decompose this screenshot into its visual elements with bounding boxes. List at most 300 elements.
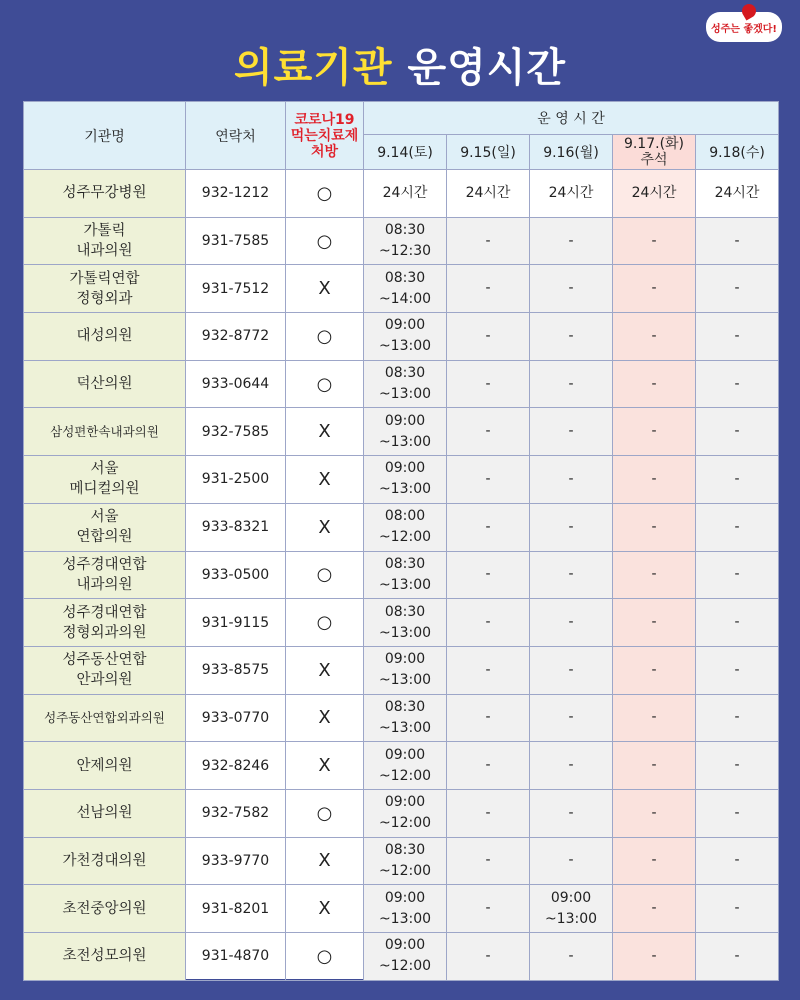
header-date-0914: 9.14(토) [364,135,447,170]
hours-cell-d4 [613,217,696,265]
table-row [24,885,779,933]
hours-cell-d1 [364,170,447,218]
phone-number: 932-1212 [186,170,286,218]
hours-cell-d3 [530,265,613,313]
header-date-0917-holiday [613,135,696,170]
table-row [24,551,779,599]
covid-prescription-mark: ○ [286,551,364,599]
cell-line: 08:30 [384,698,426,715]
hours-cell-d2 [447,408,530,456]
page-title-highlight: 의료기관 [233,45,393,91]
phone-number: 933-0770 [186,694,286,742]
cell-line: ~13:00 [544,910,598,927]
hours-cell-d1 [364,408,447,456]
cell-line: - [734,947,740,964]
table-row [24,933,779,981]
cell-line: - [485,327,491,344]
cell-line: 대성의원 [76,328,133,345]
hours-cell-d2 [447,646,530,694]
facility-name [24,408,186,456]
cell-line: 09:00 [550,889,592,906]
cell-line: ~13:00 [378,386,432,403]
cell-line: - [651,280,657,297]
cell-line: ~13:00 [378,719,432,736]
cell-line: - [651,375,657,392]
hours-cell-d5 [696,599,779,647]
cell-line: 08:30 [384,269,426,286]
hours-cell-d1 [364,313,447,361]
header-date-0915: 9.15(일) [447,135,530,170]
phone-number: 931-7512 [186,265,286,313]
cell-line: - [651,232,657,249]
cell-line: - [568,470,574,487]
hours-cell-d2 [447,885,530,933]
cell-line: ~13:00 [378,576,432,593]
cell-line: - [651,423,657,440]
phone-number: 931-4870 [186,933,286,981]
cell-line: 성주동산연합 [62,652,147,669]
header-covid-line: 코로나19 [294,111,355,128]
hours-cell-d4 [613,313,696,361]
covid-prescription-mark: X [286,456,364,504]
cell-line: - [568,804,574,821]
cell-line: 09:00 [384,651,426,668]
hours-cell-d4 [613,170,696,218]
hours-cell-d5 [696,408,779,456]
cell-line: 내과의원 [76,576,133,593]
phone-number: 933-0500 [186,551,286,599]
cell-line: ~13:00 [378,672,432,689]
header-covid-line: 처방 [310,143,339,160]
cell-line: - [651,327,657,344]
cell-line: ~12:00 [378,862,432,879]
cell-line: - [734,470,740,487]
facility-name [24,742,186,790]
covid-prescription-mark: X [286,885,364,933]
header-date-label: 9.17.(화) [623,136,685,152]
facility-name [24,313,186,361]
hours-cell-d1 [364,837,447,885]
table-row [24,360,779,408]
cell-line: 삼성편한속내과의원 [50,423,159,439]
cell-line: - [485,900,491,917]
hours-cell-d4 [613,694,696,742]
hours-cell-d3 [530,313,613,361]
cell-line: - [734,900,740,917]
facility-name [24,170,186,218]
cell-line: - [734,327,740,344]
hours-cell-d1 [364,265,447,313]
hours-cell-d3 [530,408,613,456]
cell-line: - [485,757,491,774]
facility-name [24,694,186,742]
hours-cell-d2 [447,313,530,361]
cell-line: - [651,566,657,583]
cell-line: - [568,280,574,297]
header-covid-line: 먹는치료제 [290,127,359,144]
cell-line: - [651,757,657,774]
cell-line: 09:00 [384,889,426,906]
hours-cell-d1 [364,599,447,647]
header-date-0916: 9.16(월) [530,135,613,170]
cell-line: - [568,661,574,678]
header-holiday-label: 추석 [640,152,668,168]
hours-cell-d2 [447,170,530,218]
cell-line: 정형외과의원 [62,624,147,641]
cell-line: - [568,852,574,869]
cell-line: - [734,709,740,726]
cell-line: ~12:30 [378,243,432,260]
cell-line: ~13:00 [378,624,432,641]
cell-line: - [651,900,657,917]
covid-prescription-mark: X [286,503,364,551]
phone-number: 933-8575 [186,646,286,694]
phone-number: 932-7585 [186,408,286,456]
page-title [0,36,800,93]
phone-number: 931-2500 [186,456,286,504]
cell-line: - [485,375,491,392]
hours-cell-d5 [696,503,779,551]
hours-cell-d4 [613,837,696,885]
phone-number: 932-8246 [186,742,286,790]
cell-line: - [485,518,491,535]
cell-line: - [485,232,491,249]
cell-line: 성주동산연합외과의원 [44,709,165,725]
cell-line: - [568,709,574,726]
cell-line: - [568,518,574,535]
cell-line: 성주경대연합 [62,604,147,621]
cell-line: - [651,518,657,535]
phone-number: 933-0644 [186,360,286,408]
hours-cell-d3 [530,599,613,647]
cell-line: 메디컬의원 [69,481,140,498]
cell-line: ~12:00 [378,815,432,832]
cell-line: - [734,852,740,869]
hours-cell-d2 [447,789,530,837]
hours-cell-d5 [696,217,779,265]
hours-cell-d2 [447,933,530,981]
covid-prescription-mark: ○ [286,170,364,218]
covid-prescription-mark: ○ [286,789,364,837]
hours-cell-d2 [447,694,530,742]
cell-line: - [568,757,574,774]
cell-line: 24시간 [465,184,511,201]
cell-line: - [568,566,574,583]
cell-line: - [734,614,740,631]
cell-line: 09:00 [384,317,426,334]
facility-name [24,456,186,504]
hours-cell-d4 [613,503,696,551]
cell-line: 초전중앙의원 [62,900,147,917]
facility-name [24,599,186,647]
cell-line: 정형외과 [76,290,133,307]
phone-number: 932-8772 [186,313,286,361]
hours-cell-d3 [530,360,613,408]
hours-cell-d5 [696,694,779,742]
table-row [24,408,779,456]
cell-line: - [651,709,657,726]
covid-prescription-mark: X [286,837,364,885]
cell-line: 내과의원 [76,243,133,260]
cell-line: ~13:00 [378,910,432,927]
cell-line: - [651,852,657,869]
hours-cell-d3 [530,217,613,265]
hours-cell-d3 [530,551,613,599]
cell-line: 09:00 [384,794,426,811]
facility-name [24,217,186,265]
cell-line: 안제의원 [76,757,133,774]
covid-prescription-mark: ○ [286,313,364,361]
hours-cell-d1 [364,933,447,981]
cell-line: - [734,566,740,583]
hours-cell-d3 [530,170,613,218]
cell-line: - [485,614,491,631]
hours-cell-d5 [696,885,779,933]
cell-line: - [485,661,491,678]
hours-cell-d1 [364,456,447,504]
cell-line: 선남의원 [76,805,133,822]
cell-line: - [651,804,657,821]
cell-line: ~12:00 [378,767,432,784]
cell-line: 성주경대연합 [62,556,147,573]
cell-line: 덕산의원 [76,376,133,393]
hours-cell-d5 [696,646,779,694]
covid-prescription-mark: X [286,646,364,694]
hours-cell-d5 [696,837,779,885]
hours-cell-d4 [613,408,696,456]
hours-cell-d4 [613,933,696,981]
cell-line: - [485,566,491,583]
cell-line: 가톨릭 [83,223,126,240]
cell-line: 08:30 [384,365,426,382]
hours-cell-d1 [364,694,447,742]
cell-line: - [485,280,491,297]
hours-cell-d3 [530,456,613,504]
cell-line: - [568,327,574,344]
header-date-0918: 9.18(수) [696,135,779,170]
facility-name [24,360,186,408]
covid-prescription-mark: ○ [286,217,364,265]
covid-prescription-mark: X [286,694,364,742]
hours-cell-d3 [530,789,613,837]
phone-number: 933-9770 [186,837,286,885]
hours-cell-d5 [696,360,779,408]
table-row [24,694,779,742]
hours-cell-d3 [530,933,613,981]
cell-line: ~13:00 [378,338,432,355]
covid-prescription-mark: X [286,408,364,456]
hours-cell-d3 [530,694,613,742]
covid-prescription-mark: X [286,742,364,790]
cell-line: - [485,852,491,869]
hours-cell-d4 [613,789,696,837]
cell-line: ~12:00 [378,958,432,975]
cell-line: ~14:00 [378,290,432,307]
cell-line: 24시간 [382,184,428,201]
cell-line: - [734,232,740,249]
covid-prescription-mark: ○ [286,933,364,981]
header-covid-prescription [286,102,364,170]
hours-cell-d2 [447,360,530,408]
hours-cell-d3 [530,503,613,551]
hours-cell-d4 [613,599,696,647]
phone-number: 931-7585 [186,217,286,265]
phone-number: 931-8201 [186,885,286,933]
cell-line: - [734,661,740,678]
hours-cell-d3 [530,646,613,694]
hours-cell-d5 [696,789,779,837]
hours-cell-d3 [530,837,613,885]
phone-number: 932-7582 [186,789,286,837]
cell-line: - [734,518,740,535]
cell-line: 가톨릭연합 [69,270,140,287]
cell-line: 08:30 [384,841,426,858]
cell-line: - [485,709,491,726]
table-row [24,742,779,790]
brand-logo-text: 성주는 좋겠다! [710,23,777,35]
cell-line: 24시간 [714,184,760,201]
cell-line: 초전성모의원 [62,948,147,965]
hours-cell-d1 [364,217,447,265]
cell-line: 09:00 [384,412,426,429]
cell-line: 08:30 [384,603,426,620]
cell-line: - [734,280,740,297]
cell-line: - [568,614,574,631]
cell-line: - [485,804,491,821]
page-title-rest: 운영시간 [407,45,567,91]
cell-line: - [734,423,740,440]
table-row [24,313,779,361]
cell-line: - [734,375,740,392]
cell-line: - [651,947,657,964]
hours-cell-d5 [696,313,779,361]
hours-cell-d3 [530,885,613,933]
hours-cell-d1 [364,503,447,551]
cell-line: - [651,470,657,487]
brand-logo [706,12,782,42]
table-row [24,217,779,265]
table-row [24,646,779,694]
hours-cell-d1 [364,551,447,599]
hours-cell-d4 [613,456,696,504]
hours-cell-d1 [364,360,447,408]
facility-name [24,646,186,694]
cell-line: 서울 [90,509,119,526]
covid-prescription-mark: ○ [286,360,364,408]
hours-table [23,101,779,981]
cell-line: 09:00 [384,937,426,954]
cell-line: - [734,804,740,821]
cell-line: ~13:00 [378,481,432,498]
cell-line: - [651,661,657,678]
covid-prescription-mark: X [286,265,364,313]
cell-line: - [734,757,740,774]
hours-cell-d5 [696,933,779,981]
hours-cell-d3 [530,742,613,790]
hours-cell-d4 [613,885,696,933]
phone-number: 931-9115 [186,599,286,647]
hours-cell-d2 [447,503,530,551]
cell-line: 연합의원 [76,529,133,546]
header-contact: 연락처 [186,102,286,170]
cell-line: - [651,614,657,631]
hours-cell-d5 [696,170,779,218]
hours-cell-d2 [447,217,530,265]
cell-line: 08:00 [384,508,426,525]
hours-cell-d5 [696,742,779,790]
hours-table-container [23,101,778,979]
cell-line: - [568,375,574,392]
hours-cell-d2 [447,456,530,504]
table-row [24,503,779,551]
hours-cell-d2 [447,265,530,313]
cell-line: - [568,232,574,249]
cell-line: 24시간 [631,184,677,201]
hours-cell-d4 [613,551,696,599]
hours-cell-d2 [447,742,530,790]
header-operating-hours: 운 영 시 간 [364,102,779,135]
header-name: 기관명 [24,102,186,170]
brand-logo-icon [739,1,758,20]
facility-name [24,551,186,599]
cell-line: 가천경대의원 [62,852,147,869]
table-row [24,170,779,218]
covid-prescription-mark: ○ [286,599,364,647]
cell-line: 24시간 [548,184,594,201]
hours-cell-d1 [364,646,447,694]
hours-cell-d5 [696,265,779,313]
table-row [24,837,779,885]
facility-name [24,885,186,933]
cell-line: - [568,947,574,964]
hours-cell-d2 [447,599,530,647]
table-row [24,456,779,504]
cell-line: 09:00 [384,746,426,763]
cell-line: 08:30 [384,555,426,572]
hours-cell-d1 [364,885,447,933]
hours-cell-d5 [696,551,779,599]
cell-line: ~12:00 [378,529,432,546]
hours-cell-d4 [613,742,696,790]
cell-line: 08:30 [384,222,426,239]
table-row [24,265,779,313]
hours-cell-d4 [613,646,696,694]
cell-line: 안과의원 [76,672,133,689]
table-row [24,599,779,647]
hours-cell-d4 [613,360,696,408]
facility-name [24,265,186,313]
hours-cell-d4 [613,265,696,313]
facility-name [24,837,186,885]
table-header [24,102,779,170]
cell-line: ~13:00 [378,433,432,450]
table-row [24,789,779,837]
cell-line: 서울 [90,461,119,478]
hours-cell-d5 [696,456,779,504]
table-body [24,170,779,981]
hours-cell-d1 [364,789,447,837]
cell-line: - [485,947,491,964]
facility-name [24,503,186,551]
cell-line: - [485,470,491,487]
cell-line: - [485,423,491,440]
cell-line: 성주무강병원 [62,185,147,202]
cell-line: 09:00 [384,460,426,477]
hours-cell-d2 [447,837,530,885]
facility-name [24,933,186,981]
facility-name [24,789,186,837]
hours-cell-d2 [447,551,530,599]
